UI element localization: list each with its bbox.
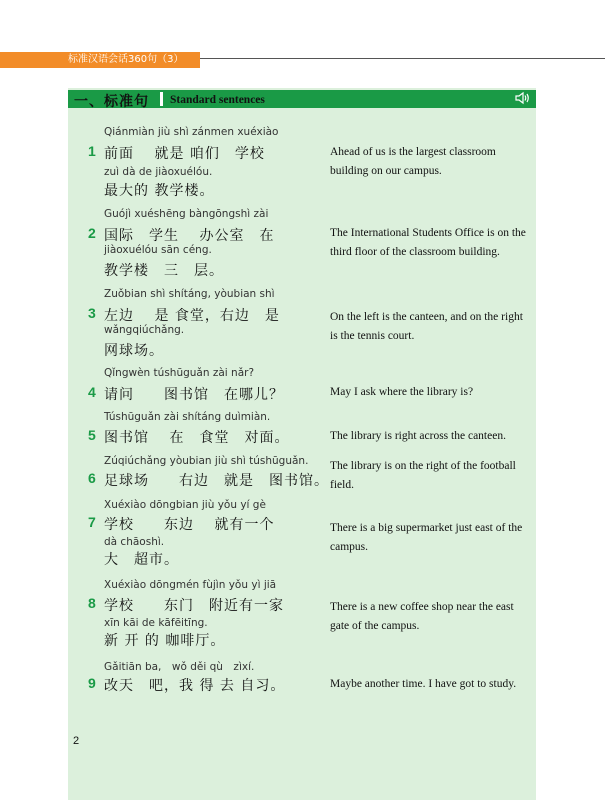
sentence-number: 2 xyxy=(88,225,96,241)
sentence-number: 3 xyxy=(88,305,96,321)
sentence-number: 9 xyxy=(88,675,96,691)
sentence-number: 7 xyxy=(88,514,96,530)
pinyin-line: wǎngqiúchǎng. xyxy=(104,324,185,336)
english-translation: There is a new coffee shop near the east gate of the campus. xyxy=(330,601,514,632)
chinese-line: 学校 东边 就有一个 xyxy=(104,517,275,533)
page-number: 2 xyxy=(73,735,80,747)
english-translation: On the left is the canteen, and on the right is the tennis court. xyxy=(330,311,523,342)
section-header xyxy=(68,90,536,108)
chinese-line: 网球场。 xyxy=(104,343,164,359)
chinese-line: 大 超市。 xyxy=(104,552,179,568)
header-rule xyxy=(200,58,605,59)
chinese-line: 图书馆 在 食堂 对面。 xyxy=(104,430,290,446)
english-translation: Ahead of us is the largest classroom building on our campus. xyxy=(330,146,496,177)
english-translation: The library is on the right of the football field. xyxy=(330,460,516,491)
chinese-line: 教学楼 三 层。 xyxy=(104,263,224,279)
sentence-number: 8 xyxy=(88,595,96,611)
pinyin-line: Zuǒbian shì shítáng, yòubian shì xyxy=(104,288,275,300)
pinyin-line: Guójì xuéshēng bàngōngshì zài xyxy=(104,208,269,220)
speaker-icon[interactable] xyxy=(514,91,530,108)
sentence-number: 5 xyxy=(88,427,96,443)
pinyin-line: Gǎitiān ba, wǒ děi qù zìxí. xyxy=(104,661,255,673)
chinese-line: 左边 是 食堂，右边 是 xyxy=(104,308,280,324)
pinyin-line: xīn kāi de kāfēitīng. xyxy=(104,617,208,629)
english-translation: The library is right across the canteen. xyxy=(330,430,506,442)
chinese-line: 请问 图书馆 在哪儿？ xyxy=(104,387,284,403)
english-translation: May I ask where the library is? xyxy=(330,386,474,398)
chinese-line: 学校 东门 附近有一家 xyxy=(104,598,284,614)
pinyin-line: Túshūguǎn zài shítáng duìmiàn. xyxy=(104,411,271,423)
pinyin-line: dà chāoshì. xyxy=(104,536,165,548)
pinyin-line: jiàoxuélóu sān céng. xyxy=(104,244,212,256)
section-title-en: Standard sentences xyxy=(170,94,265,106)
header-divider xyxy=(160,92,163,106)
chinese-line: 足球场 右边 就是 图书馆。 xyxy=(104,473,329,489)
english-translation: Maybe another time. I have got to study. xyxy=(330,678,517,690)
pinyin-line: Qiánmiàn jiù shì zánmen xuéxiào xyxy=(104,126,279,138)
sentence-number: 4 xyxy=(88,384,96,400)
pinyin-line: Xuéxiào dōngmén fùjìn yǒu yì jiā xyxy=(104,579,277,591)
book-title: 标准汉语会话360句（3） xyxy=(68,54,184,65)
sentence-number: 1 xyxy=(88,143,96,159)
sentence-number: 6 xyxy=(88,470,96,486)
chinese-line: 前面 就是 咱们 学校 xyxy=(104,146,265,162)
english-translation: The International Students Office is on the third floor of the classroom building. xyxy=(330,227,526,258)
pinyin-line: Xuéxiào dōngbian jiù yǒu yí gè xyxy=(104,499,266,511)
pinyin-line: Qǐngwèn túshūguǎn zài nǎr? xyxy=(104,367,255,379)
english-translation: There is a big supermarket just east of the campus. xyxy=(330,522,523,553)
chinese-line: 国际 学生 办公室 在 xyxy=(104,228,275,244)
pinyin-line: Zúqiúchǎng yòubian jiù shì túshūguǎn. xyxy=(104,455,309,467)
chinese-line: 新 开 的 咖啡厅。 xyxy=(104,633,226,649)
pinyin-line: zuì dà de jiàoxuélóu. xyxy=(104,166,213,178)
chinese-line: 改天 吧，我 得 去 自习。 xyxy=(104,678,286,694)
section-title-cn: 一、标准句 xyxy=(74,94,149,110)
book-title-banner xyxy=(0,52,200,68)
chinese-line: 最大的 教学楼。 xyxy=(104,183,215,199)
